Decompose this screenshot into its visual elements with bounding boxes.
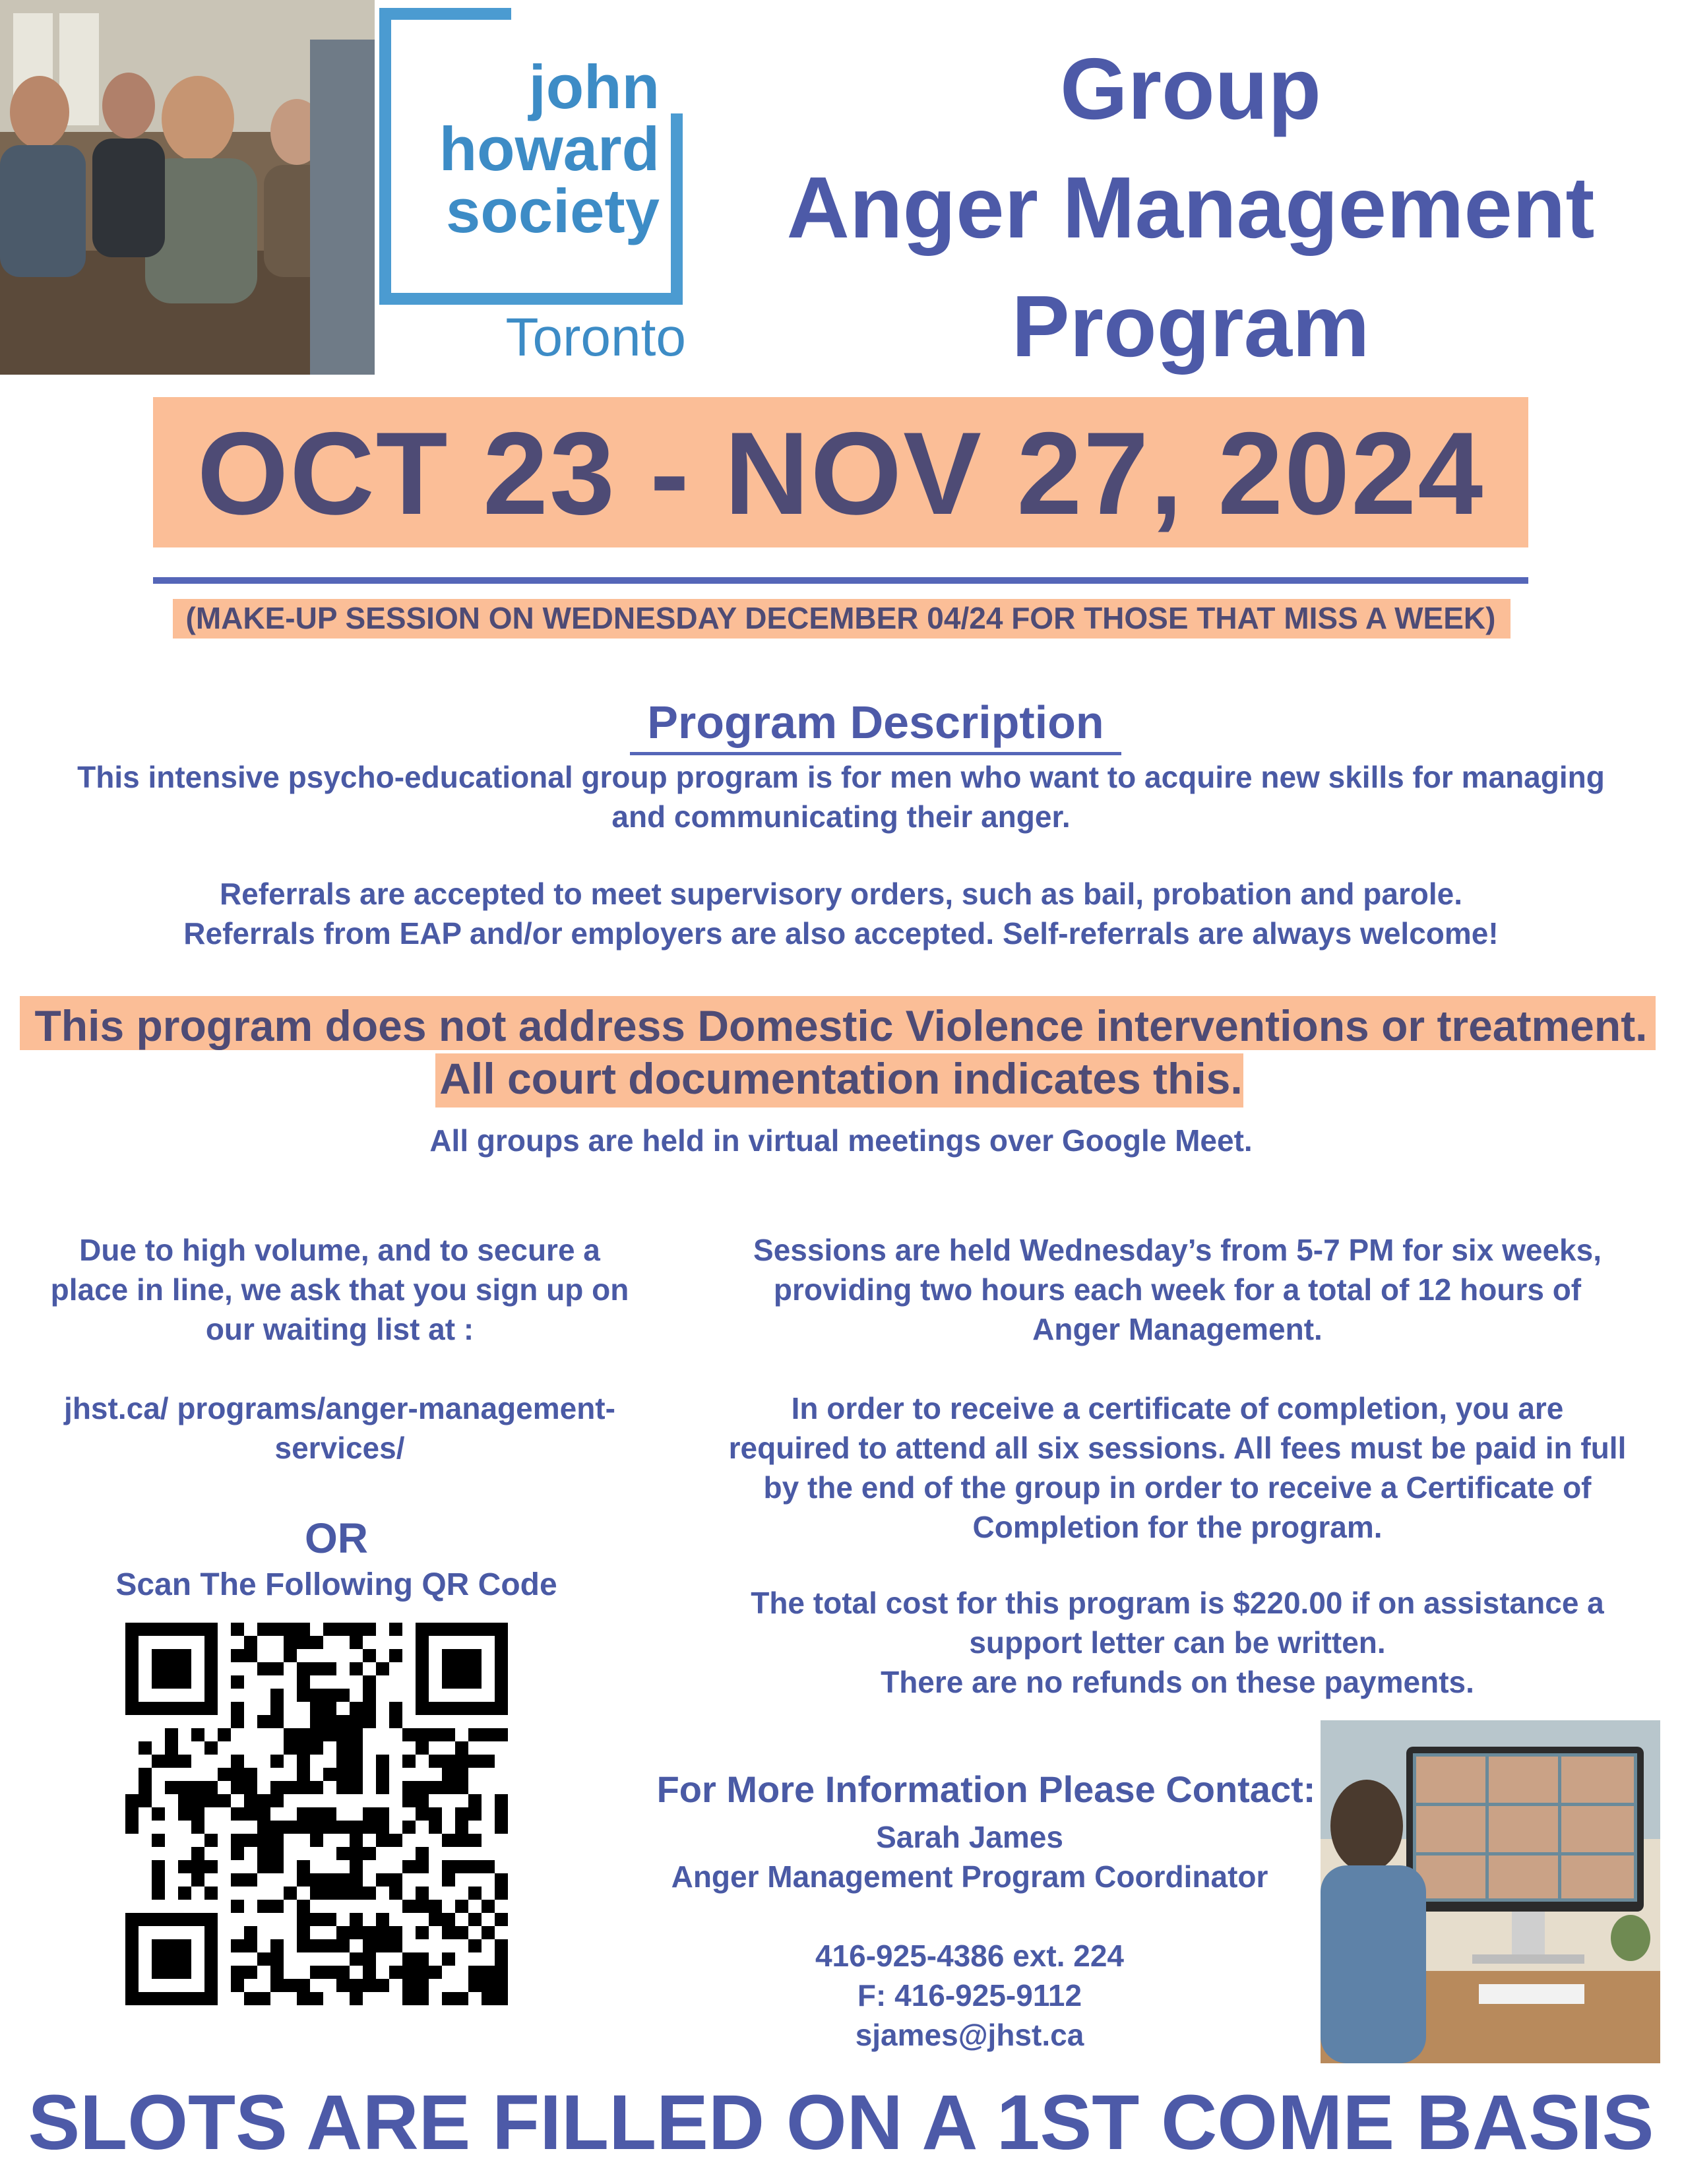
certificate-line: required to attend all six sessions. All fees must be paid in full xyxy=(728,1431,1627,1465)
waiting-list-link[interactable] xyxy=(13,1388,666,1468)
or-label: OR xyxy=(305,1514,368,1562)
page-title xyxy=(712,30,1669,386)
cost-line: support letter can be written. xyxy=(969,1625,1386,1660)
contact-phone[interactable]: 416-925-4386 ext. 224 xyxy=(815,1939,1125,1973)
schedule-line: Sessions are held Wednesday’s from 5-7 PM for six weeks, xyxy=(753,1233,1602,1267)
domestic-violence-warning xyxy=(13,999,1669,1105)
warning-line: All court documentation indicates this. xyxy=(439,1054,1243,1103)
title-line-2: Anger Management xyxy=(786,159,1595,256)
description-heading-underline xyxy=(630,752,1121,755)
schedule-line: Anger Management. xyxy=(1032,1312,1323,1346)
description-line: and communicating their anger. xyxy=(611,799,1071,834)
warning-line: This program does not address Domestic Violence interventions or treatment. xyxy=(34,1001,1648,1050)
url-line[interactable]: jhst.ca/ programs/anger-management- xyxy=(64,1391,615,1425)
logo-city: Toronto xyxy=(505,307,686,367)
certificate-line: by the end of the group in order to receive a Certificate of xyxy=(763,1470,1592,1505)
description-heading: Program Description xyxy=(647,697,1104,748)
referrals-line: Referrals are accepted to meet supervisory orders, such as bail, probation and parole. xyxy=(219,877,1463,911)
video-call-photo xyxy=(1321,1720,1660,2063)
schedule-line: providing two hours each week for a total of 12 hours of xyxy=(773,1272,1582,1307)
cost-line: There are no refunds on these payments. xyxy=(881,1665,1474,1699)
cost-paragraph xyxy=(686,1583,1669,1702)
title-line-1: Group xyxy=(1060,40,1321,137)
logo-line-howard: howard xyxy=(439,114,660,183)
contact-heading: For More Information Please Contact: xyxy=(656,1768,1316,1810)
description-paragraph xyxy=(13,757,1669,836)
url-line[interactable]: services/ xyxy=(274,1431,405,1465)
scan-qr-label: Scan The Following QR Code xyxy=(115,1567,557,1602)
slots-banner: SLOTS ARE FILLED ON A 1ST COME BASIS xyxy=(28,2079,1654,2166)
logo-line-john: john xyxy=(528,52,660,121)
qr-code[interactable] xyxy=(125,1623,508,2005)
makeup-session-note: (MAKE-UP SESSION ON WEDNESDAY DECEMBER 04/24 FOR THOSE THAT MISS A WEEK) xyxy=(185,601,1496,635)
waiting-list-line: Due to high volume, and to secure a xyxy=(79,1233,600,1267)
program-date-range: OCT 23 - NOV 27, 2024 xyxy=(197,408,1485,539)
qr-code-graphic xyxy=(125,1623,508,2005)
waiting-list-paragraph xyxy=(13,1230,666,1349)
group-session-photo xyxy=(0,0,375,375)
referrals-paragraph xyxy=(13,874,1669,953)
logo-line-society: society xyxy=(446,176,660,245)
certificate-paragraph xyxy=(686,1388,1669,1547)
description-line: This intensive psycho-educational group program is for men who want to acquire new skills for managing xyxy=(77,760,1605,794)
waiting-list-line: our waiting list at : xyxy=(205,1312,474,1346)
date-underline xyxy=(153,577,1528,584)
cost-line: The total cost for this program is $220.00 if on assistance a xyxy=(751,1586,1604,1620)
virtual-meetings-note: All groups are held in virtual meetings over Google Meet. xyxy=(429,1123,1253,1158)
contact-details xyxy=(607,1817,1332,2055)
logo-wordmark xyxy=(396,52,660,245)
referrals-line: Referrals from EAP and/or employers are also accepted. Self-referrals are always welcome! xyxy=(183,916,1499,951)
certificate-line: In order to receive a certificate of completion, you are xyxy=(791,1391,1564,1425)
certificate-line: Completion for the program. xyxy=(972,1510,1383,1544)
title-line-3: Program xyxy=(1011,278,1370,375)
contact-email[interactable]: sjames@jhst.ca xyxy=(855,2018,1084,2052)
contact-fax: F: 416-925-9112 xyxy=(857,1978,1082,2012)
session-schedule-paragraph xyxy=(686,1230,1669,1349)
contact-role: Anger Management Program Coordinator xyxy=(671,1859,1268,1894)
waiting-list-line: place in line, we ask that you sign up on xyxy=(50,1272,629,1307)
contact-name: Sarah James xyxy=(876,1820,1063,1854)
